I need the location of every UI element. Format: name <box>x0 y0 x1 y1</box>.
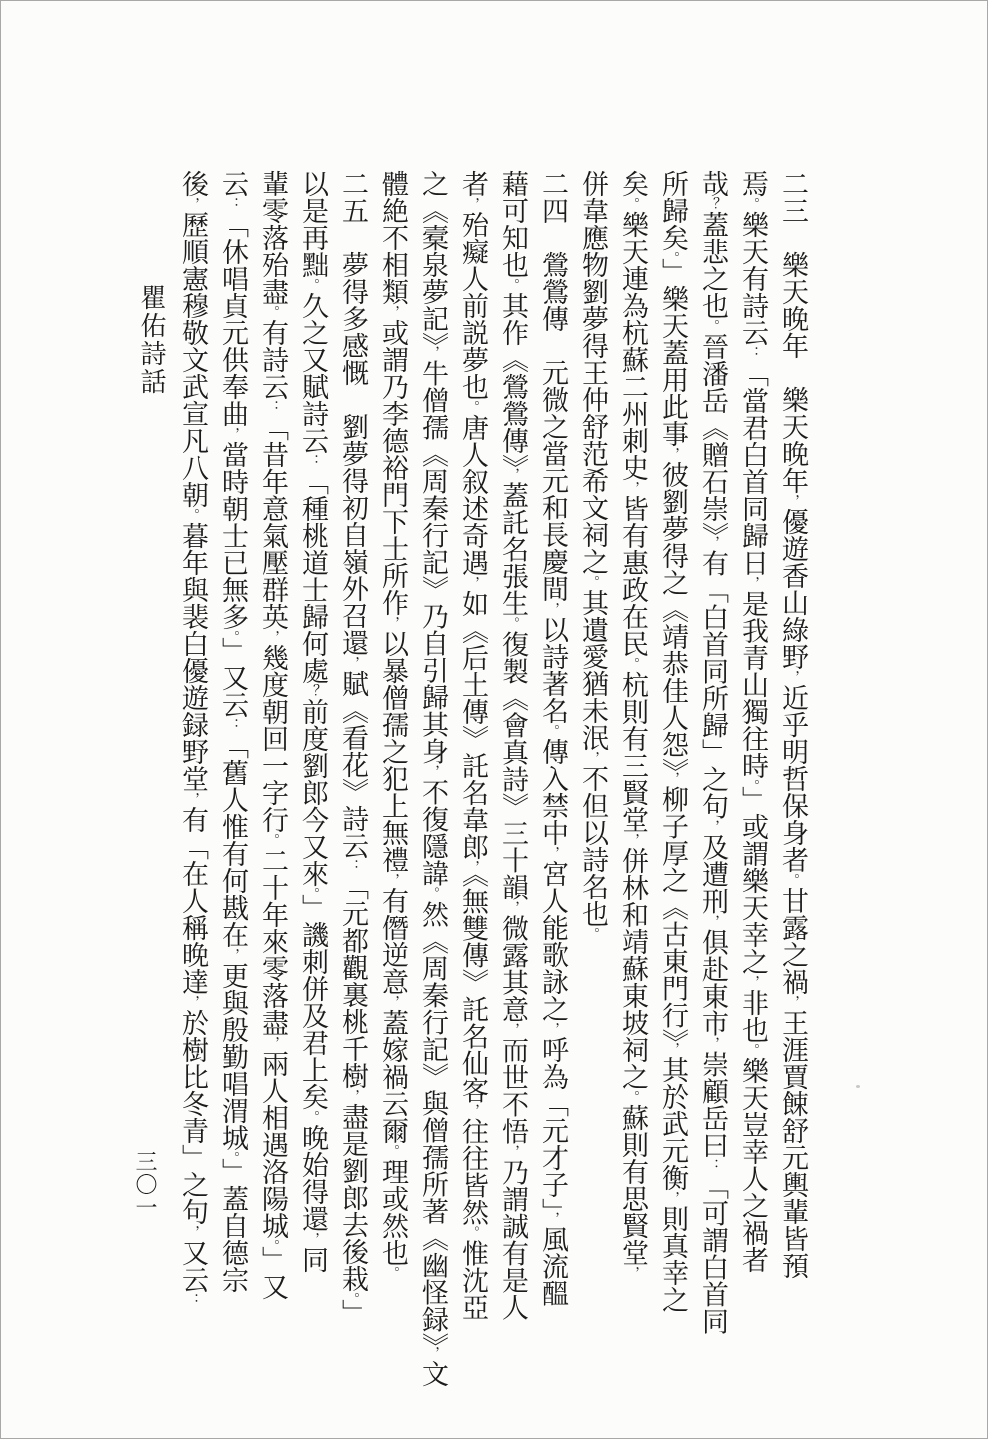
page-number: 三〇一 <box>132 1150 157 1219</box>
text-column: 云：「休唱貞元供奉曲，當時朝士已無多。」又云：「舊人惟有何戡在，更與殷勤唱渭城。」蓋自德宗 <box>217 170 248 1293</box>
text-column: 之《槖泉夢記》，牛僧孺《周秦行記》乃自引歸其身，不復隱諱。然《周秦行記》與僧孺所著《幽怪録》，文 <box>417 170 448 1387</box>
text-column: 哉？蓋悲之也。晉潘岳《贈石崇》，有「白首同所歸」之句，及遭刑，俱赴東市，崇顧岳曰：「可謂白首同 <box>697 170 728 1335</box>
text-column: 者，殆癡人前説夢也。唐人叙述奇遇，如《后土傳》託名韋郎，《無雙傳》託名仙客，往往皆然。惟沈亞 <box>457 170 488 1321</box>
text-column: 二五 夢得多感慨 劉夢得初自嶺外召還，賦《看花》詩云：「元都觀裏桃千樹，盡是劉郎去後栽。」 <box>337 170 368 1326</box>
margin-title: 瞿佑詩話 <box>136 284 166 396</box>
text-column: 體絶不相類，或謂乃李德裕門下士所作，以暴僧孺之犯上無禮，有僭逆意，蓋嫁禍云爾。理或然也。 <box>377 170 408 1280</box>
text-column: 後，歷順憲穆敬文武宣凡八朝。暮年與裴白優遊録野堂，有「在人稱晚達，於樹比冬青」之句，又云： <box>177 170 208 1307</box>
text-column: 併韋應物劉夢得王仲舒范希文祠之。其遺愛猶未泯，不但以詩名也。 <box>577 170 608 941</box>
text-column: 二四 鶯鶯傳 元微之當元和長慶間，以詩著名。傳入禁中，宮人能歌詠之，呼為「元才子」，風流醞 <box>537 170 568 1307</box>
text-column: 輩零落殆盡。有詩云：「昔年意氣壓群英，幾度朝回一字行。二十年來零落盡，兩人相遇洛陽城。」又 <box>257 170 288 1300</box>
text-column: 焉。樂天有詩云：「當君白首同歸日，是我青山獨往時。」或謂樂天幸之，非也。樂天豈幸人之禍者 <box>737 170 768 1273</box>
scan-speck <box>856 1085 860 1088</box>
text-column: 藉可知也。其作《鶯鶯傳》，蓋託名張生。復製《會真詩》三十韻，微露其意，而世不悟，乃謂誠有是人 <box>497 170 528 1321</box>
text-column: 所歸矣。」樂天蓋用此事，彼劉夢得之《靖恭佳人怨》，柳子厚之《古東門行》，其於武元衡，則真幸之 <box>657 170 688 1313</box>
text-column: 二三 樂天晚年 樂天晚年，優遊香山綠野，近乎明哲保身者。甘露之禍，王涯賈餗舒元輿輩皆預 <box>777 170 808 1279</box>
text-column: 以是再黜。久之又賦詩云：「種桃道士歸何處？前度劉郎今又來。」譏刺併及君上矣。晚始得還，同 <box>297 170 328 1273</box>
text-block <box>172 170 812 1387</box>
text-column: 矣。樂天連為杭蘇二州刺史，皆有惠政在民。杭則有三賢堂，併林和靖蘇東坡祠之。蘇則有思賢堂， <box>617 170 648 1280</box>
